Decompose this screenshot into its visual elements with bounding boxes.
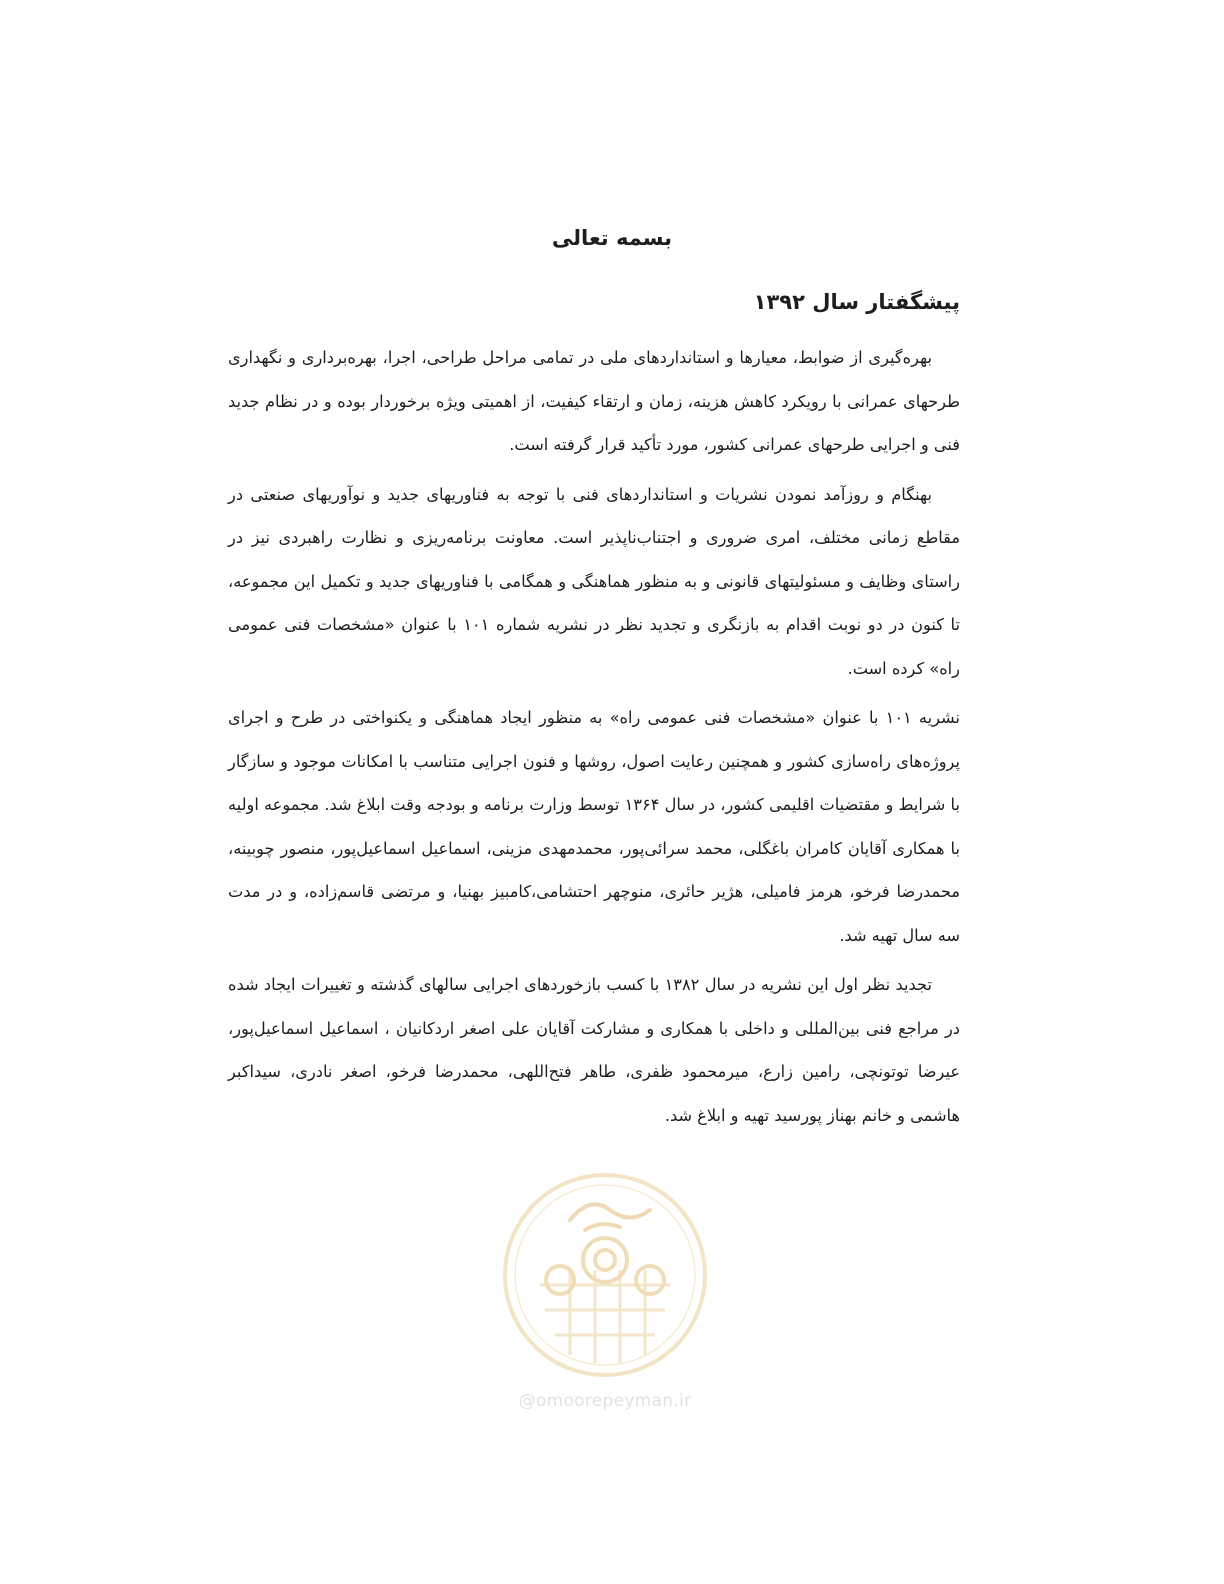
main-content: [228, 282, 960, 1143]
paragraph-1: بهره‌گیری از ضوابط، معیارها و استانداردهای ملی در تمامی مراحل طراحی، اجرا، بهره‌برداری و نگهداری طرحهای عمرانی با رویکرد کاهش هزینه، زمان و ارتقاء کیفیت، از اهمیتی ویژه برخوردار بوده و در نظام جدید فنی و اجرایی طرحهای عمرانی کشور، مورد تأکید قرار گرفته است.: [228, 348, 960, 454]
watermark-seal-icon: [500, 1165, 710, 1385]
paragraph-2: بهنگام و روزآمد نمودن نشریات و استانداردهای فنی با توجه به فناوریهای جدید و نوآوریهای صنعتی در مقاطع زمانی مختلف، امری ضروری و اجتناب‌ناپذیر است. معاونت برنامه‌ریزی و نظارت راهبردی نیز در راستای وظایف و مسئولیتهای قانونی و به منظور هماهنگی و همگامی با فناوریهای جدید و تکمیل این مجموعه، تا کنون در دو نوبت اقدام به بازنگری و تجدید نظر در نشریه شماره ۱۰۱ با عنوان «مشخصات فنی عمومی راه» کرده است.: [228, 484, 960, 678]
watermark-text: @omoorepeyman.ir: [518, 1391, 692, 1411]
section-title: پیشگفتار سال ۱۳۹۲: [753, 290, 960, 314]
paragraph-4: تجدید نظر اول این نشریه در سال ۱۳۸۲ با کسب بازخوردهای اجرایی سالهای گذشته و تغییرات ایجاد شده در مراجع فنی بین‌المللی و داخلی با همکاری و مشارکت آقایان علی اصغر اردکانیان ، اسماعیل اسماعیل‌پور، عیرضا توتونچی، رامین زارع، میرمحمود ظفری، طاهر فتح‌اللهی، محمدرضا فرخو، اصغر نادری، سیداکبر هاشمی و خانم بهناز پورسید تهیه و ابلاغ شد.: [228, 975, 960, 1125]
paragraph-3: نشریه ۱۰۱ با عنوان «مشخصات فنی عمومی راه» به منظور ایجاد هماهنگی و یکنواختی در طرح و اجرای پروژه‌های راه‌سازی کشور و همچنین رعایت اصول، روشها و فنون اجرایی متناسب با امکانات موجود و سازگار با شرایط و مقتضیات اقلیمی کشور، در سال ۱۳۶۴ توسط وزارت برنامه و بودجه وقت ابلاغ شد. مجموعه اولیه با همکاری آقایان کامران باغگلی، محمد سرائی‌پور، محمدمهدی مزینی، اسماعیل اسماعیل‌پور، منصور چوبینه، محمدرضا فرخو، هرمز فامیلی، هژیر حائری، منوچهر احتشامی،کامبیز بهنیا، و مرتضی قاسم‌زاده، و در مدت سه سال تهیه شد.: [228, 708, 960, 945]
page-heading: بسمه تعالی: [551, 226, 673, 250]
watermark-logo: [500, 1165, 710, 1425]
